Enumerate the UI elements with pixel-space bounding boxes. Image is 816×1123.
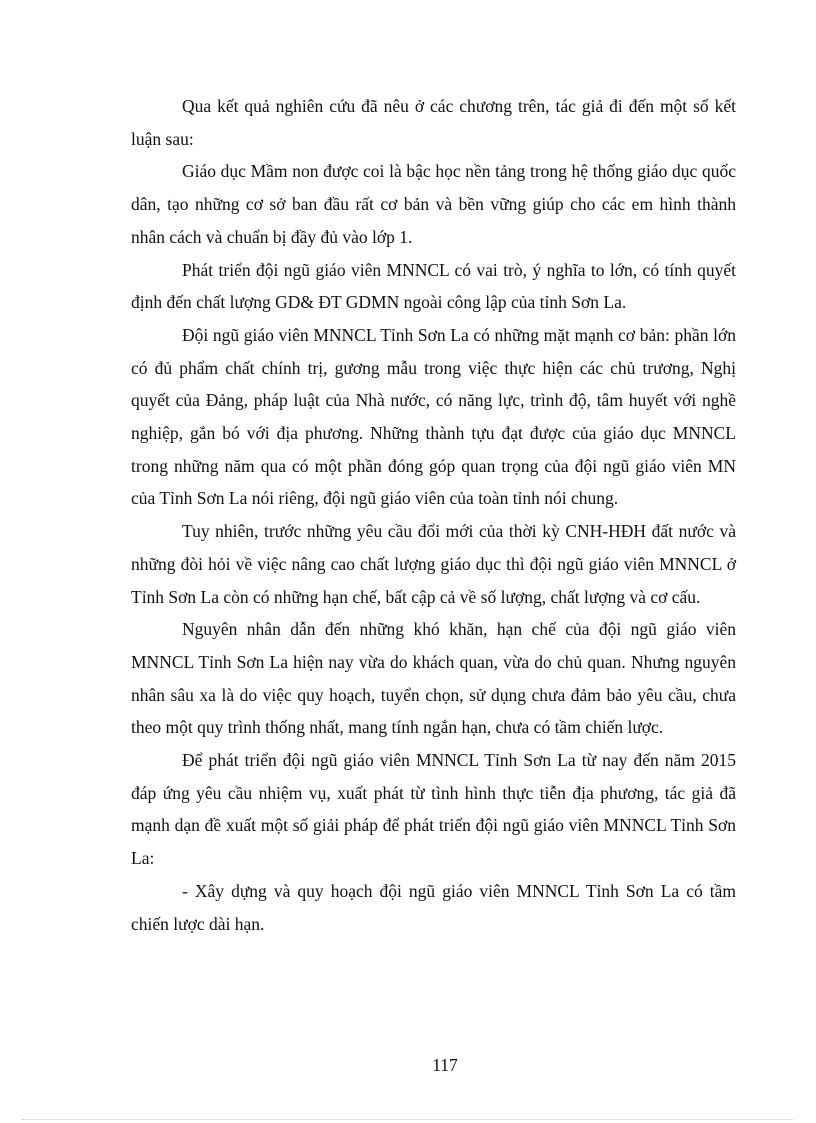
- paragraph-limitations: Tuy nhiên, trước những yêu cầu đổi mới của thời kỳ CNH-HĐH đất nước và những đòi hỏi về việc nâng cao chất lượng giáo dục thì đội ngũ giáo viên MNNCL ở Tỉnh Sơn La còn có những hạn chế, bất cập cả về số lượng, chất lượng và cơ cấu.: [131, 521, 736, 607]
- paragraph-preschool-foundation: Giáo dục Mầm non được coi là bậc học nền tảng trong hệ thống giáo dục quốc dân, tạo những cơ sở ban đầu rất cơ bản và bền vững giúp cho các em hình thành nhân cách và chuẩn bị đầy đủ vào lớp 1.: [131, 161, 736, 247]
- paragraph-teacher-development-role: Phát triển đội ngũ giáo viên MNNCL có vai trò, ý nghĩa to lớn, có tính quyết định đến chất lượng GD& ĐT GDMN ngoài công lập của tỉnh Sơn La.: [131, 259, 736, 313]
- paragraph-solution-item: - Xây dựng và quy hoạch đội ngũ giáo viên MNNCL Tỉnh Sơn La có tầm chiến lược dài hạn.: [131, 880, 736, 934]
- page-bottom-divider: [22, 1119, 794, 1120]
- page-number: 117: [432, 1055, 458, 1075]
- paragraph-strengths: Đội ngũ giáo viên MNNCL Tỉnh Sơn La có những mặt mạnh cơ bản: phần lớn có đủ phẩm chất chính trị, gương mẫu trong việc thực hiện các chủ trương, Nghị quyết của Đảng, pháp luật của Nhà nước, có năng lực, trình độ, tâm huyết với nghề nghiệp, gắn bó với địa phương. Những thành tựu đạt được của giáo dục MNNCL trong những năm qua có một phần đóng góp quan trọng của đội ngũ giáo viên MN của Tỉnh Sơn La nói riêng, đội ngũ giáo viên của toàn tỉnh nói chung.: [131, 324, 736, 509]
- paragraph-proposals: Để phát triển đội ngũ giáo viên MNNCL Tỉnh Sơn La từ nay đến năm 2015 đáp ứng yêu cầu nhiệm vụ, xuất phát từ tình hình thực tiễn địa phương, tác giả đã mạnh dạn đề xuất một số giải pháp để phát triển đội ngũ giáo viên MNNCL Tỉnh Sơn La:: [131, 750, 736, 869]
- paragraph-causes: Nguyên nhân dẫn đến những khó khăn, hạn chế của đội ngũ giáo viên MNNCL Tỉnh Sơn La hiện nay vừa do khách quan, vừa do chủ quan. Nhưng nguyên nhân sâu xa là do việc quy hoạch, tuyển chọn, sử dụng chưa đảm bảo yêu cầu, chưa theo một quy trình thống nhất, mang tính ngắn hạn, chưa có tầm chiến lược.: [131, 619, 736, 738]
- body-text: [131, 90, 736, 940]
- paragraph-conclusion-intro: Qua kết quả nghiên cứu đã nêu ở các chương trên, tác giả đi đến một số kết luận sau:: [131, 96, 736, 149]
